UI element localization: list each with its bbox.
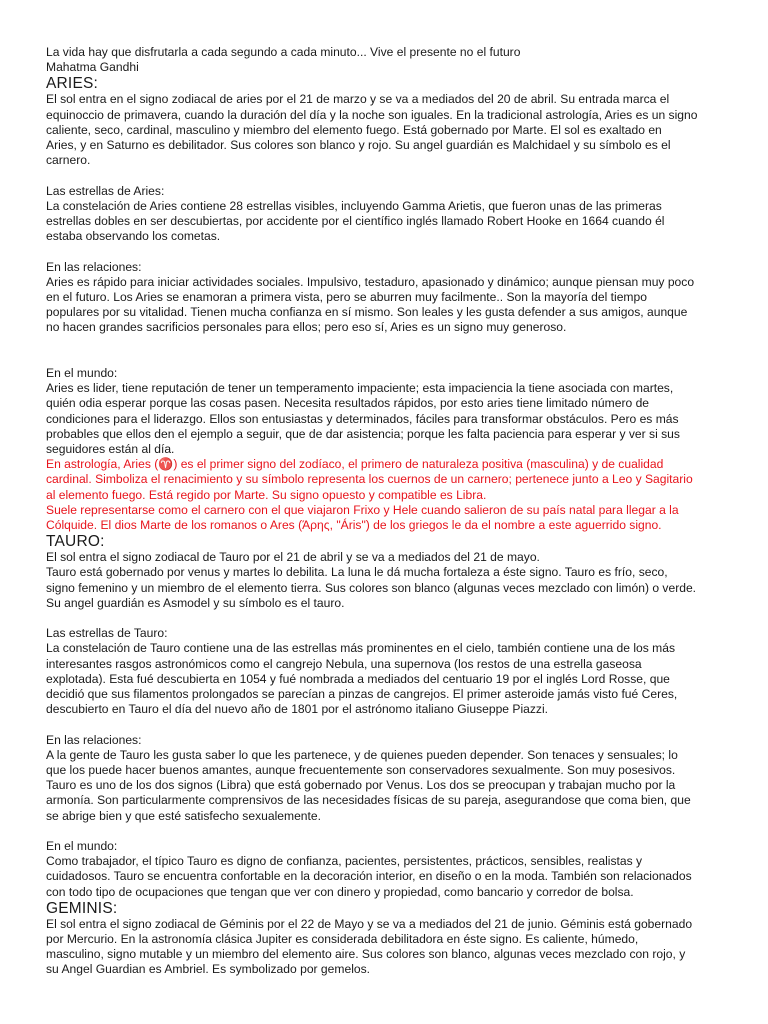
aries-stars-text: La constelación de Aries contiene 28 estrellas visibles, incluyendo Gamma Arietis, que fueron unas de las primeras estrellas dobles en ser descubiertas, por accidente por el científico inglés llamado Robert Hooke en 1664 cuando él estaba observando los cometas. <box>46 198 665 244</box>
aries-world-heading: En el mundo: <box>46 366 118 381</box>
tauro-stars-text: La constelación de Tauro contiene una de las estrellas más prominentes en el cielo, también contiene una de los más interesantes rasgos astronómicos como el cangrejo Nebula, una supernova (los restos de una estrella gaseosa explotada). Esta fué descubierta en 1054 y fué nombrada a mediados del centuario 19 por el inglés Lord Rosse, que decidió que sus filamentos prolongados se parecían a pinzas de cangrejos. El primer asteroide jamás visto fué Ceres, descubierto en Tauro el día del nuevo año de 1801 por el astrónomo italiano Giuseppe Piazzi. <box>46 641 678 717</box>
aries-stars-heading: Las estrellas de Aries: <box>46 183 165 198</box>
aries-astrology-text: En astrología, Aries (♈) es el primer signo del zodíaco, el primero de naturaleza positiva (masculina) y de cualidad cardinal. Simboliza el renacimiento y su símbolo representa los cuernos de un carnero; pertenece junto a Leo y Sagitario al elemento fuego. Está regido por Marte. Su signo opuesto y compatible es Libra. <box>46 457 693 502</box>
aries-intro: El sol entra en el signo zodiacal de aries por el 21 de marzo y se va a mediados del 20 de abril. Su entrada marca el equinoccio de primavera, cuando la duración del día y la noche son iguales. En la tradicional astrología, Aries es un signo caliente, seco, cardinal, masculino y miembro del elemento fuego. Está gobernado por Marte. El sol es exaltado en Aries, y en Saturno es debilitador. Sus colores son blanco y rojo. Su angel guardián es Malchidael y su símbolo es el carnero. <box>46 92 698 168</box>
geminis-heading: GEMINIS: <box>46 899 118 917</box>
tauro-intro: El sol entra el signo zodiacal de Tauro por el 21 de abril y se va a mediados del 21 de mayo. Tauro está gobernado por venus y martes lo debilita. La luna le dá mucha fortaleza a éste signo. Tauro es frío, seco, signo femenino y un miembro de el elemento tierra. Sus colores son blanco (algunas veces mezclado con limón) o verde. Su angel guardián es Asmodel y su símbolo es el tauro. <box>46 550 697 610</box>
aries-myth-text: Suele representarse como el carnero con el que viajaron Frixo y Hele cuando salieron de su país natal para llegar a la Cólquide. El dios Marte de los romanos o Ares (Άρης, "Áris") de los griegos le da el nombre a este aguerrido signo. <box>46 502 679 533</box>
aries-relations-text: Aries es rápido para iniciar actividades sociales. Impulsivo, testaduro, apasionado y dinámico; aunque piensan muy poco en el futuro. Los Aries se enamoran a primera vista, pero se aburren muy facilmente.. Son la mayoría del tiempo populares por su vitalidad. Tienen mucha confianza en sí mismo. Son leales y les gusta defender a sus amigos, aunque no hacen grandes sacrificios personales para ellos; pero eso sí, Aries es un signo muy generoso. <box>46 274 695 335</box>
tauro-heading: TAURO: <box>46 533 105 551</box>
geminis-intro: El sol entra el signo zodiacal de Géminis por el 22 de Mayo y se va a mediados del 21 de junio. Géminis está gobernado por Mercurio. En la astronomía clásica Jupiter es considerada debilitadora en éste signo. Es caliente, húmedo, masculino, signo mutable y un miembro del elemento aire. Sus colores son blanco, algunas veces mezclado con rojo, y su Angel Guardian es Ambriel. Es symbolizado por gemelos. <box>46 916 693 977</box>
aries-relations-heading: En las relaciones: <box>46 259 142 274</box>
aries-world-text: Aries es lider, tiene reputación de tener un temperamento impaciente; esta impaciencia la tiene asociada con martes, quién odia esperar porque las cosas pasen. Necesita resultados rápidos, por esto aries tiene limitado número de condiciones para el liderazgo. Ellos son entusiastas y determinados, fáciles para transformar obstáculos. Pero es más probables que ellos den el ejemplo a seguir, que de dar asistencia; porque les falta paciencia para esperar y ver si sus seguidores están al día. <box>46 381 680 457</box>
tauro-relations-heading: En las relaciones: <box>46 732 142 747</box>
quote-author: Mahatma Gandhi <box>46 60 139 75</box>
quote-text: La vida hay que disfrutarla a cada segundo a cada minuto... Vive el presente no el futuro <box>46 45 521 59</box>
tauro-world-text: Como trabajador, el típico Tauro es digno de confianza, pacientes, persistentes, prácticos, sensibles, realistas y cuidadosos. Tauro se encuentra confortable en la decoración interior, en diseño o en la moda. También son relacionados con todo tipo de ocupaciones que tengan que ver con dinero y propiedad, como bancario y corredor de bolsa. <box>46 854 692 899</box>
tauro-world-heading: En el mundo: <box>46 839 118 854</box>
tauro-relations-text: A la gente de Tauro les gusta saber lo que les partenece, y de quienes pueden depender. Son tenaces y sensuales; lo que los puede hacer buenos amantes, aunque frecuentemente son conservadores sexualmente. Son muy posesivos. Tauro es uno de los dos signos (Libra) que está gobernado por Venus. Los dos se preocupan y trabajan mucho por la armonía. Son particularmente comprensivos de las necesidades físicas de su pareja, asegurandose que coma bien, que se abrige bien y que esté satisfecho sexualemente. <box>46 747 691 823</box>
tauro-stars-heading: Las estrellas de Tauro: <box>46 626 168 641</box>
document-page <box>46 45 726 978</box>
aries-heading: ARIES: <box>46 75 99 93</box>
